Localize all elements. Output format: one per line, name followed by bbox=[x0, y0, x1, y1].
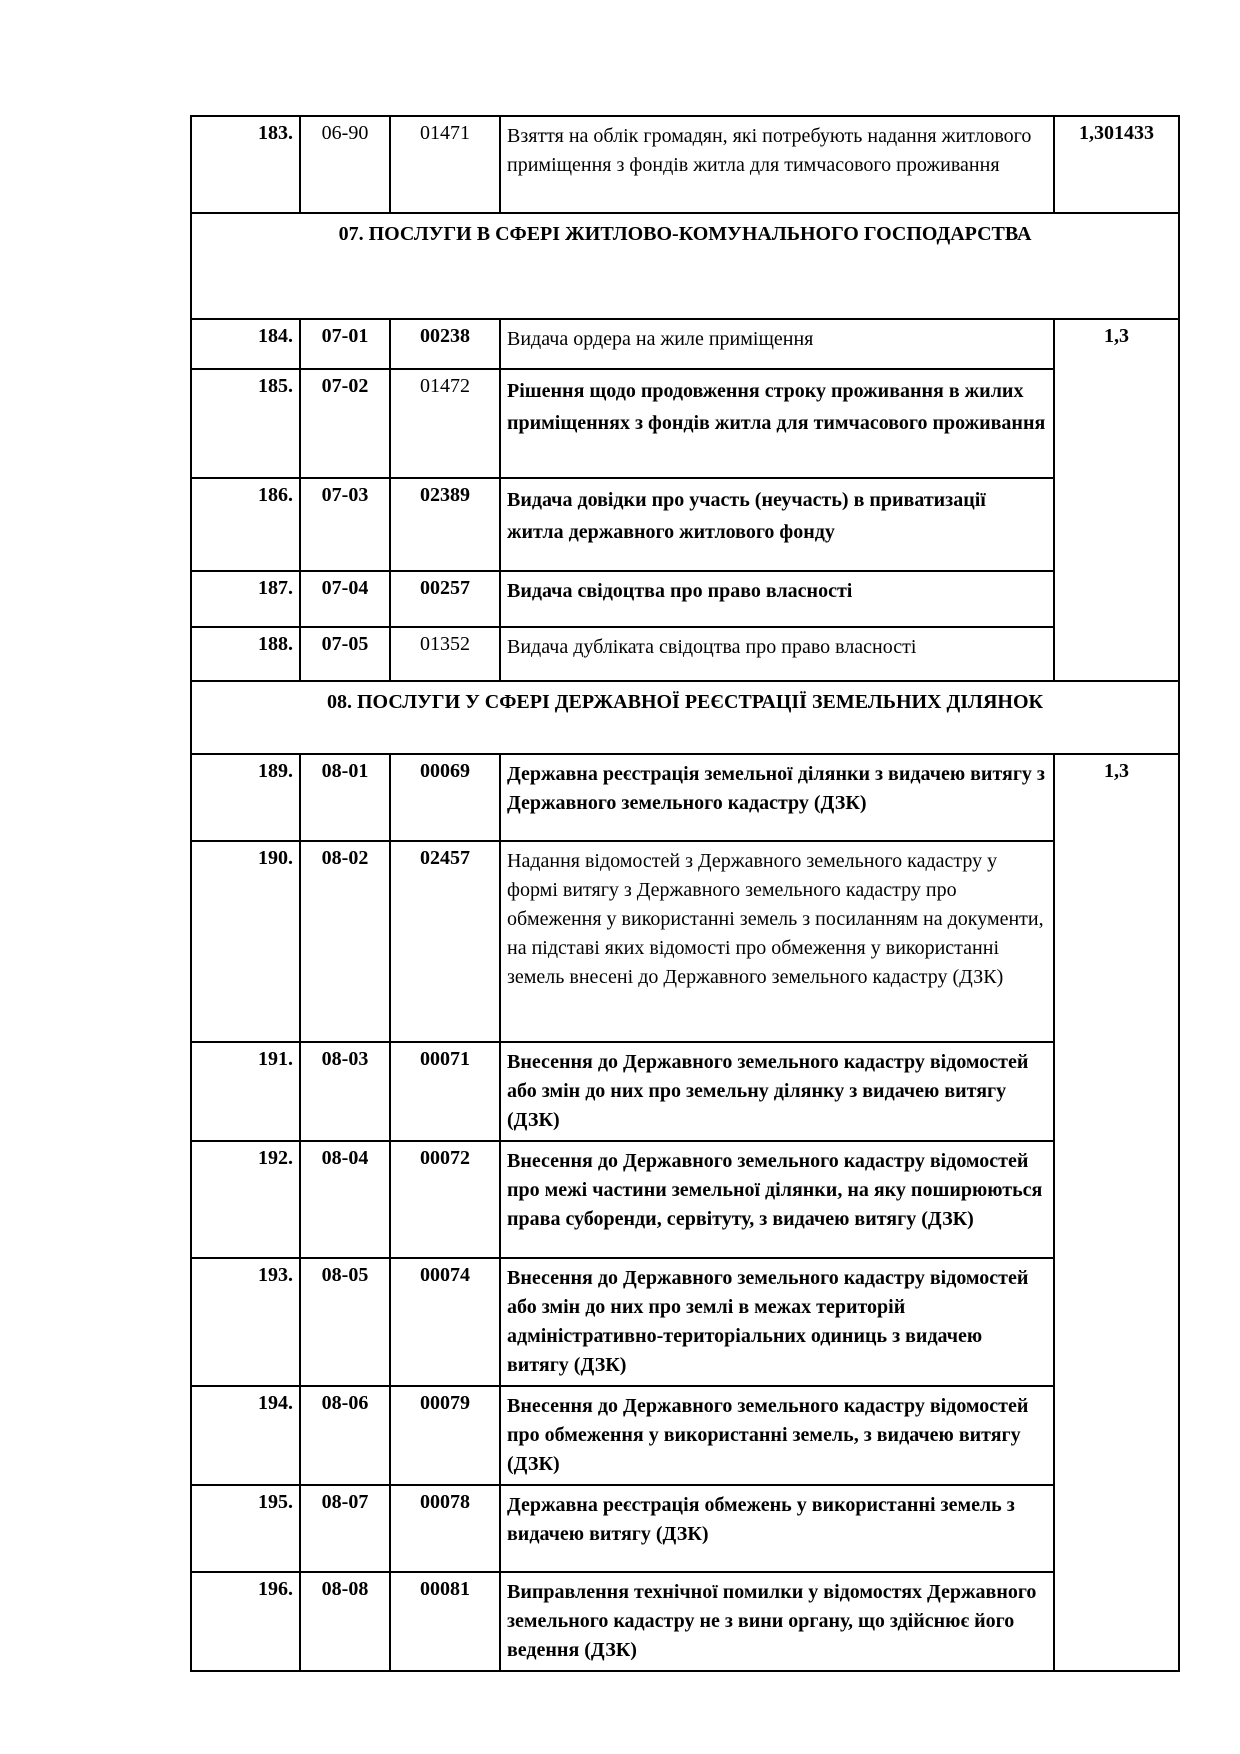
group-code-cell: 08-03 bbox=[300, 1042, 390, 1141]
group-code-cell: 07-04 bbox=[300, 571, 390, 627]
service-description-cell: Надання відомостей з Державного земельного кадастру у формі витягу з Державного земельного кадастру про обмеження у використанні земель з посиланням на документи, на підставі яких відомості про обмеження у використанні земель внесені до Державного земельного кадастру (ДЗК) bbox=[500, 841, 1054, 1042]
table-row bbox=[191, 116, 1179, 213]
group-code-cell: 07-03 bbox=[300, 478, 390, 571]
table-row bbox=[191, 754, 1179, 841]
group-code-cell: 08-05 bbox=[300, 1258, 390, 1386]
service-code-cell: 01352 bbox=[390, 627, 500, 681]
fee-value-cell: 1,301433 bbox=[1054, 116, 1179, 213]
service-code-cell: 01472 bbox=[390, 369, 500, 478]
row-number-cell: 194. bbox=[191, 1386, 300, 1485]
group-code-cell: 07-02 bbox=[300, 369, 390, 478]
row-number-cell: 188. bbox=[191, 627, 300, 681]
row-number-cell: 185. bbox=[191, 369, 300, 478]
fee-value-cell-merged: 1,3 bbox=[1054, 319, 1179, 681]
row-number-cell: 184. bbox=[191, 319, 300, 369]
service-description-cell: Видача довідки про участь (неучасть) в приватизації житла державного житлового фонду bbox=[500, 478, 1054, 571]
service-code-cell: 00079 bbox=[390, 1386, 500, 1485]
service-description-cell: Рішення щодо продовження строку проживання в жилих приміщеннях з фондів житла для тимчасового проживання bbox=[500, 369, 1054, 478]
service-description-cell: Видача свідоцтва про право власності bbox=[500, 571, 1054, 627]
group-code-cell: 08-02 bbox=[300, 841, 390, 1042]
table-row bbox=[191, 1042, 1179, 1141]
service-description-cell: Державна реєстрація земельної ділянки з видачею витягу з Державного земельного кадастру (ДЗК) bbox=[500, 754, 1054, 841]
row-number-cell: 190. bbox=[191, 841, 300, 1042]
table-row bbox=[191, 478, 1179, 571]
group-code-cell: 08-01 bbox=[300, 754, 390, 841]
section-header-row bbox=[191, 681, 1179, 754]
service-code-cell: 02457 bbox=[390, 841, 500, 1042]
group-code-cell: 08-07 bbox=[300, 1485, 390, 1572]
row-number-cell: 196. bbox=[191, 1572, 300, 1671]
service-description-cell: Видача дубліката свідоцтва про право власності bbox=[500, 627, 1054, 681]
row-number-cell: 191. bbox=[191, 1042, 300, 1141]
row-number-cell: 187. bbox=[191, 571, 300, 627]
table-row bbox=[191, 1141, 1179, 1258]
row-number-cell: 189. bbox=[191, 754, 300, 841]
row-number-cell: 193. bbox=[191, 1258, 300, 1386]
table-row bbox=[191, 571, 1179, 627]
service-description-cell: Взяття на облік громадян, які потребують надання житлового приміщення з фондів житла для тимчасового проживання bbox=[500, 116, 1054, 213]
service-code-cell: 01471 bbox=[390, 116, 500, 213]
section-07-title: 07. ПОСЛУГИ В СФЕРІ ЖИТЛОВО-КОМУНАЛЬНОГО ГОСПОДАРСТВА bbox=[191, 213, 1179, 319]
section-header-row bbox=[191, 213, 1179, 319]
service-code-cell: 00257 bbox=[390, 571, 500, 627]
table-row bbox=[191, 1572, 1179, 1671]
section-08-title: 08. ПОСЛУГИ У СФЕРІ ДЕРЖАВНОЇ РЕЄСТРАЦІЇ ЗЕМЕЛЬНИХ ДІЛЯНОК bbox=[191, 681, 1179, 754]
row-number-cell: 186. bbox=[191, 478, 300, 571]
service-description-cell: Внесення до Державного земельного кадастру відомостей про обмеження у використанні земель, з видачею витягу (ДЗК) bbox=[500, 1386, 1054, 1485]
service-description-cell: Державна реєстрація обмежень у використанні земель з видачею витягу (ДЗК) bbox=[500, 1485, 1054, 1572]
service-code-cell: 00238 bbox=[390, 319, 500, 369]
row-number-cell: 195. bbox=[191, 1485, 300, 1572]
group-code-cell: 08-04 bbox=[300, 1141, 390, 1258]
group-code-cell: 06-90 bbox=[300, 116, 390, 213]
service-code-cell: 00071 bbox=[390, 1042, 500, 1141]
table-row bbox=[191, 627, 1179, 681]
table-row bbox=[191, 1258, 1179, 1386]
service-code-cell: 00072 bbox=[390, 1141, 500, 1258]
service-code-cell: 00074 bbox=[390, 1258, 500, 1386]
group-code-cell: 07-05 bbox=[300, 627, 390, 681]
table-row bbox=[191, 841, 1179, 1042]
service-code-cell: 02389 bbox=[390, 478, 500, 571]
table-row bbox=[191, 369, 1179, 478]
group-code-cell: 08-06 bbox=[300, 1386, 390, 1485]
service-description-cell: Внесення до Державного земельного кадастру відомостей про межі частини земельної ділянки, на яку поширюються права суборенди, сервітуту, з видачею витягу (ДЗК) bbox=[500, 1141, 1054, 1258]
table-row bbox=[191, 1386, 1179, 1485]
table-row bbox=[191, 1485, 1179, 1572]
group-code-cell: 08-08 bbox=[300, 1572, 390, 1671]
services-table bbox=[190, 115, 1180, 1672]
service-code-cell: 00069 bbox=[390, 754, 500, 841]
service-description-cell: Виправлення технічної помилки у відомостях Державного земельного кадастру не з вини органу, що здійснює його ведення (ДЗК) bbox=[500, 1572, 1054, 1671]
fee-value-cell-merged: 1,3 bbox=[1054, 754, 1179, 1671]
row-number-cell: 192. bbox=[191, 1141, 300, 1258]
service-code-cell: 00081 bbox=[390, 1572, 500, 1671]
service-description-cell: Внесення до Державного земельного кадастру відомостей або змін до них про землі в межах територій адміністративно-територіальних одиниць з видачею витягу (ДЗК) bbox=[500, 1258, 1054, 1386]
service-description-cell: Внесення до Державного земельного кадастру відомостей або змін до них про земельну ділянку з видачею витягу (ДЗК) bbox=[500, 1042, 1054, 1141]
row-number-cell: 183. bbox=[191, 116, 300, 213]
service-code-cell: 00078 bbox=[390, 1485, 500, 1572]
table-row bbox=[191, 319, 1179, 369]
group-code-cell: 07-01 bbox=[300, 319, 390, 369]
service-description-cell: Видача ордера на жиле приміщення bbox=[500, 319, 1054, 369]
